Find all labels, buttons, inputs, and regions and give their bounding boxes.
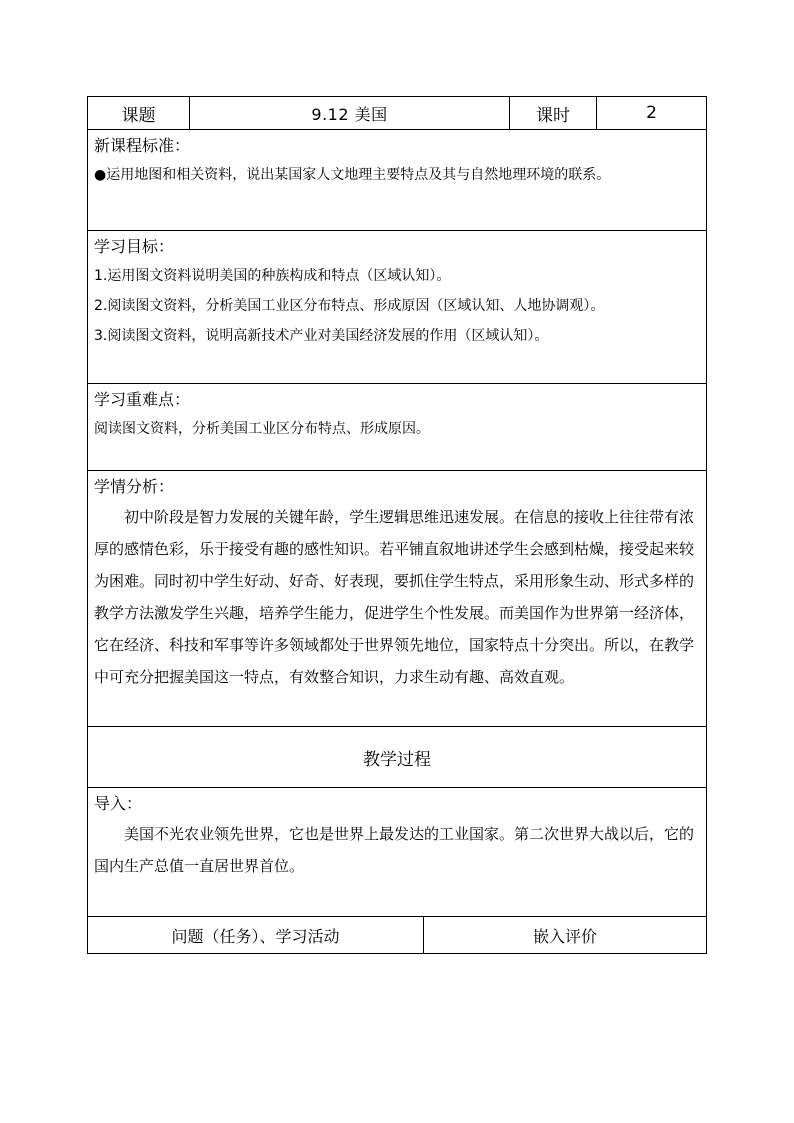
topic-value: 9.12 美国	[190, 97, 510, 130]
objectives-heading: 学习目标：	[94, 237, 175, 256]
keypoints-text: 阅读图文资料，分析美国工业区分布特点、形成原因。	[94, 421, 430, 437]
evaluation-column-header: 嵌入评价	[424, 917, 707, 954]
intro-section	[88, 788, 707, 917]
activities-column-header: 问题（任务）、学习活动	[88, 917, 424, 954]
curriculum-heading: 新课程标准：	[94, 136, 191, 155]
curriculum-item: ●运用地图和相关资料，说出某国家人文地理主要特点及其与自然地理环境的联系。	[94, 167, 611, 183]
header-row	[88, 97, 707, 130]
analysis-heading: 学情分析：	[94, 477, 175, 496]
keypoints-section	[88, 384, 707, 471]
activity-header-table	[87, 916, 707, 954]
analysis-section	[88, 471, 707, 727]
period-value: 2	[597, 97, 707, 130]
keypoints-heading: 学习重难点：	[94, 390, 191, 409]
objective-item-3: 3.阅读图文资料，说明高新技术产业对美国经济发展的作用（区域认知）。	[94, 328, 549, 344]
objectives-section	[88, 231, 707, 384]
objectives-row	[88, 231, 707, 384]
curriculum-section	[88, 130, 707, 231]
process-title: 教学过程	[88, 727, 707, 788]
objective-item-1: 1.运用图文资料说明美国的种族构成和特点（区域认知）。	[94, 268, 451, 284]
keypoints-row	[88, 384, 707, 471]
period-label: 课时	[510, 97, 597, 130]
analysis-row	[88, 471, 707, 727]
activity-header-row	[88, 917, 707, 954]
topic-label: 课题	[88, 97, 190, 130]
intro-row	[88, 788, 707, 917]
lesson-plan-table	[87, 96, 707, 917]
intro-text: 美国不光农业领先世界，它也是世界上最发达的工业国家。第二次世界大战以后，它的国内生产总值一直居世界首位。	[94, 825, 695, 875]
curriculum-row	[88, 130, 707, 231]
objective-item-2: 2.阅读图文资料，分析美国工业区分布特点、形成原因（区域认知、人地协调观）。	[94, 298, 605, 314]
analysis-text: 初中阶段是智力发展的关键年龄，学生逻辑思维迅速发展。在信息的接收上往往带有浓厚的感情色彩，乐于接受有趣的感性知识。若平铺直叙地讲述学生会感到枯燥，接受起来较为困难。同时初中学生好动、好奇、好表现，要抓住学生特点，采用形象生动、形式多样的教学方法激发学生兴趣，培养学生能力，促进学生个性发展。而美国作为世界第一经济体，它在经济、科技和军事等许多领域都处于世界领先地位，国家特点十分突出。所以，在教学中可充分把握美国这一特点，有效整合知识，力求生动有趣、高效直观。	[94, 508, 695, 686]
intro-heading: 导入：	[94, 794, 143, 813]
lesson-plan	[87, 96, 706, 954]
process-title-row	[88, 727, 707, 788]
